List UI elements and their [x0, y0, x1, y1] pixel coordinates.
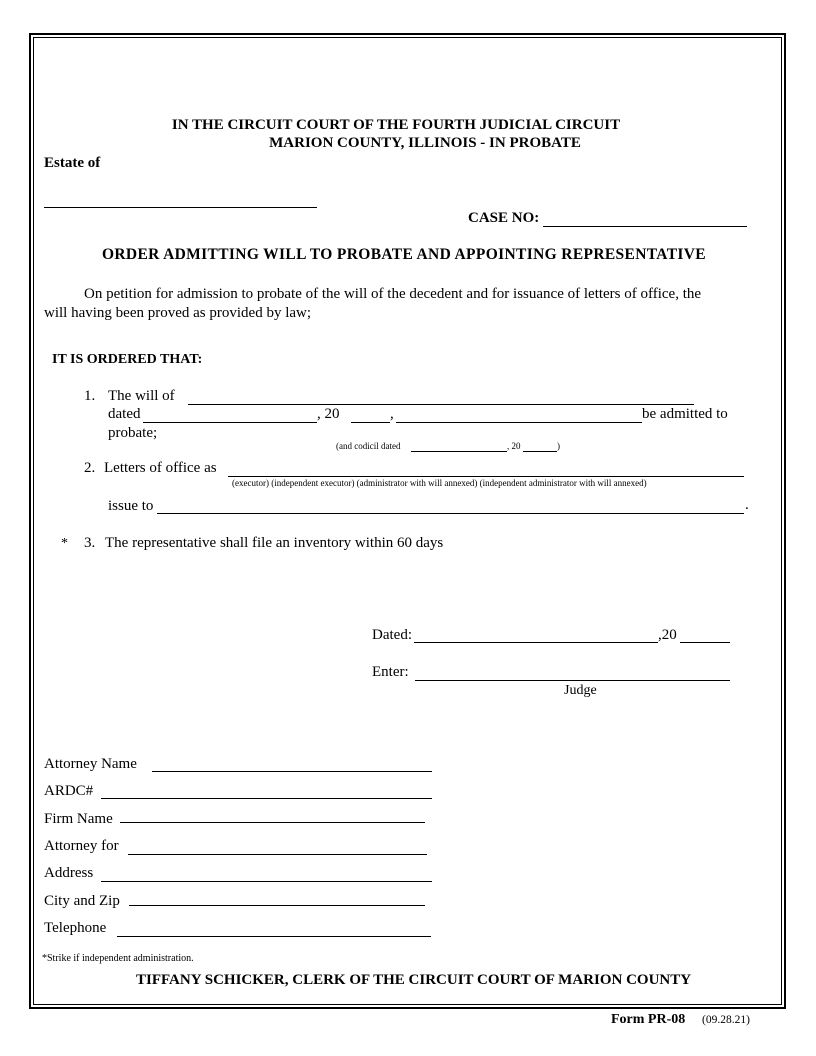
- case-no-field[interactable]: [543, 226, 747, 227]
- will-extra-field[interactable]: [396, 422, 642, 423]
- firm-name-field[interactable]: [120, 822, 425, 823]
- attorney-name-label: Attorney Name: [44, 756, 137, 772]
- clerk-line: TIFFANY SCHICKER, CLERK OF THE CIRCUIT COURT OF MARION COUNTY: [136, 972, 692, 988]
- address-label: Address: [44, 865, 94, 881]
- codicil-year-field[interactable]: [523, 451, 557, 452]
- will-year-field[interactable]: [351, 422, 390, 423]
- codicil-comma-20: , 20: [507, 441, 521, 451]
- ordered-heading: IT IS ORDERED THAT:: [52, 352, 203, 367]
- representative-name-field[interactable]: [157, 513, 744, 514]
- codicil-close: ): [557, 441, 560, 451]
- attorney-name-field[interactable]: [152, 771, 432, 772]
- intro-line-2: will having been proved as provided by law;: [44, 305, 312, 321]
- ardc-field[interactable]: [101, 798, 432, 799]
- telephone-label: Telephone: [44, 920, 107, 936]
- page-border-inner: [33, 37, 782, 1005]
- city-zip-field[interactable]: [129, 905, 425, 906]
- court-heading-line-2: MARION COUNTY, ILLINOIS - IN PROBATE: [269, 135, 581, 151]
- firm-name-label: Firm Name: [44, 811, 113, 827]
- court-heading-line-1: IN THE CIRCUIT COURT OF THE FOURTH JUDICIAL CIRCUIT: [171, 117, 621, 133]
- estate-label: Estate of: [44, 155, 101, 171]
- attorney-for-label: Attorney for: [44, 838, 119, 854]
- item3-asterisk: *: [61, 536, 68, 551]
- dated-comma-20: ,20: [658, 627, 677, 643]
- item1-comma-20: , 20: [317, 406, 340, 422]
- order-date-field[interactable]: [414, 642, 658, 643]
- codicil-date-field[interactable]: [411, 451, 507, 452]
- estate-name-field[interactable]: [44, 207, 317, 208]
- item1-probate: probate;: [108, 425, 158, 441]
- address-field[interactable]: [101, 881, 432, 882]
- item3-number: 3.: [84, 535, 96, 551]
- form-number: Form PR-08: [611, 1012, 686, 1027]
- intro-line-1: On petition for admission to probate of the will of the decedent and for issuance of letters of office, the: [84, 286, 702, 302]
- codicil-prefix: (and codicil dated: [336, 441, 401, 451]
- attorney-for-field[interactable]: [128, 854, 427, 855]
- item2-letters-label: Letters of office as: [104, 460, 217, 476]
- footnote: *Strike if independent administration.: [42, 953, 194, 964]
- item2-number: 2.: [84, 460, 96, 476]
- ardc-label: ARDC#: [44, 783, 94, 799]
- judge-signature-field[interactable]: [415, 680, 730, 681]
- item1-comma: ,: [390, 406, 394, 422]
- order-year-field[interactable]: [680, 642, 730, 643]
- city-zip-label: City and Zip: [44, 893, 120, 909]
- item1-will-of-label: The will of: [108, 388, 175, 404]
- letters-type-field[interactable]: [228, 476, 744, 477]
- item1-number: 1.: [84, 388, 96, 404]
- enter-label: Enter:: [372, 664, 409, 680]
- document-title: ORDER ADMITTING WILL TO PROBATE AND APPOINTING REPRESENTATIVE: [101, 246, 706, 263]
- will-date-field[interactable]: [143, 422, 317, 423]
- decedent-name-field[interactable]: [188, 404, 694, 405]
- item2-issue-to-label: issue to: [108, 498, 154, 514]
- case-no-label: CASE NO:: [468, 210, 540, 226]
- form-revision: (09.28.21): [702, 1014, 750, 1026]
- item3-text: The representative shall file an inventory within 60 days: [105, 535, 444, 551]
- telephone-field[interactable]: [117, 936, 431, 937]
- item2-period: .: [745, 497, 749, 513]
- item1-be-admitted: be admitted to: [642, 406, 728, 422]
- item1-dated-label: dated: [108, 406, 141, 422]
- letters-type-options: (executor) (independent executor) (administrator with will annexed) (independent administrator with will annexed): [232, 478, 647, 488]
- judge-label: Judge: [564, 683, 597, 698]
- dated-label: Dated:: [372, 627, 412, 643]
